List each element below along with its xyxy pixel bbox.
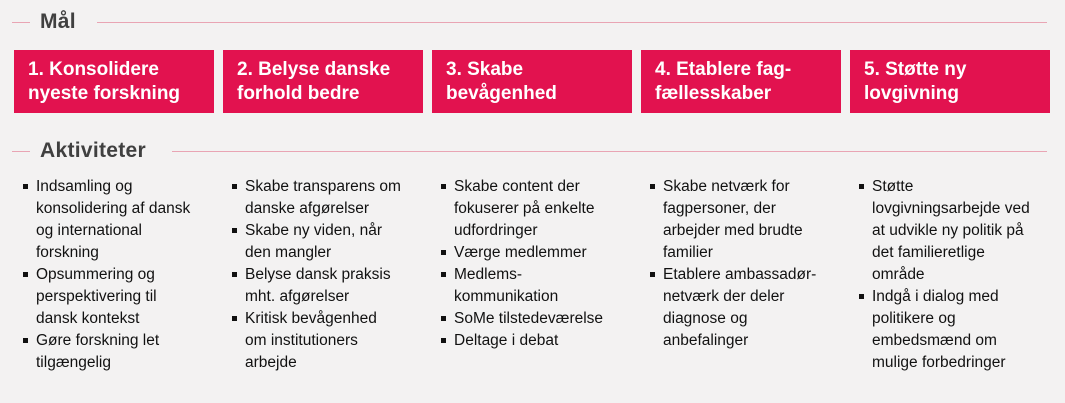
activity-list [231,176,430,374]
activity-list [858,176,1057,374]
activities-grid [22,176,1065,374]
activity-list [440,176,639,352]
activities-section-header [0,136,1065,166]
activity-item: Deltage i debat [440,330,639,352]
activity-item: Skabe transparens om danske afgørelser [231,176,430,220]
activity-item: Skabe netværk for fagpersoner, der arbejder med brudte familier [649,176,848,264]
activity-item: Kritisk bevågenhed om institutioners arbejde [231,308,430,374]
divider-line [172,151,1047,152]
activity-column-3 [440,176,649,374]
activity-item: Skabe content der fokuserer på enkelte udfordringer [440,176,639,242]
activity-item: Indgå i dialog med politikere og embedsmænd om mulige forbedringer [858,286,1057,374]
activity-item: Indsamling og konsolidering af dansk og international forskning [22,176,221,264]
activity-item: Skabe ny viden, når den mangler [231,220,430,264]
goal-box-3: 3. Skabe bevågenhed [432,50,632,113]
divider-line [12,22,30,23]
activity-item: Støtte lovgivningsarbejde ved at udvikle ny politik på det familieretlige område [858,176,1057,286]
goals-row [14,50,1050,113]
goals-title: Mål [40,10,76,33]
activity-list [22,176,221,374]
activity-item: Værge medlemmer [440,242,639,264]
activity-column-4 [649,176,858,374]
activity-item: Medlems- kommunikation [440,264,639,308]
activity-item: Gøre forskning let tilgængelig [22,330,221,374]
activities-title: Aktiviteter [40,139,147,162]
activity-item: Belyse dansk praksis mht. afgørelser [231,264,430,308]
goal-box-1: 1. Konsolidere nyeste forskning [14,50,214,113]
divider-line [12,151,30,152]
activity-item: Opsummering og perspektivering til dansk kontekst [22,264,221,330]
goal-box-5: 5. Støtte ny lovgivning [850,50,1050,113]
divider-line [97,22,1047,23]
activity-item: SoMe tilstedeværelse [440,308,639,330]
activity-item: Etablere ambassadør- netværk der deler diagnose og anbefalinger [649,264,848,352]
activity-column-1 [22,176,231,374]
goals-section-header [0,7,1065,37]
goal-box-4: 4. Etablere fag- fællesskaber [641,50,841,113]
goal-box-2: 2. Belyse danske forhold bedre [223,50,423,113]
activity-column-2 [231,176,440,374]
activity-list [649,176,848,352]
activity-column-5 [858,176,1065,374]
